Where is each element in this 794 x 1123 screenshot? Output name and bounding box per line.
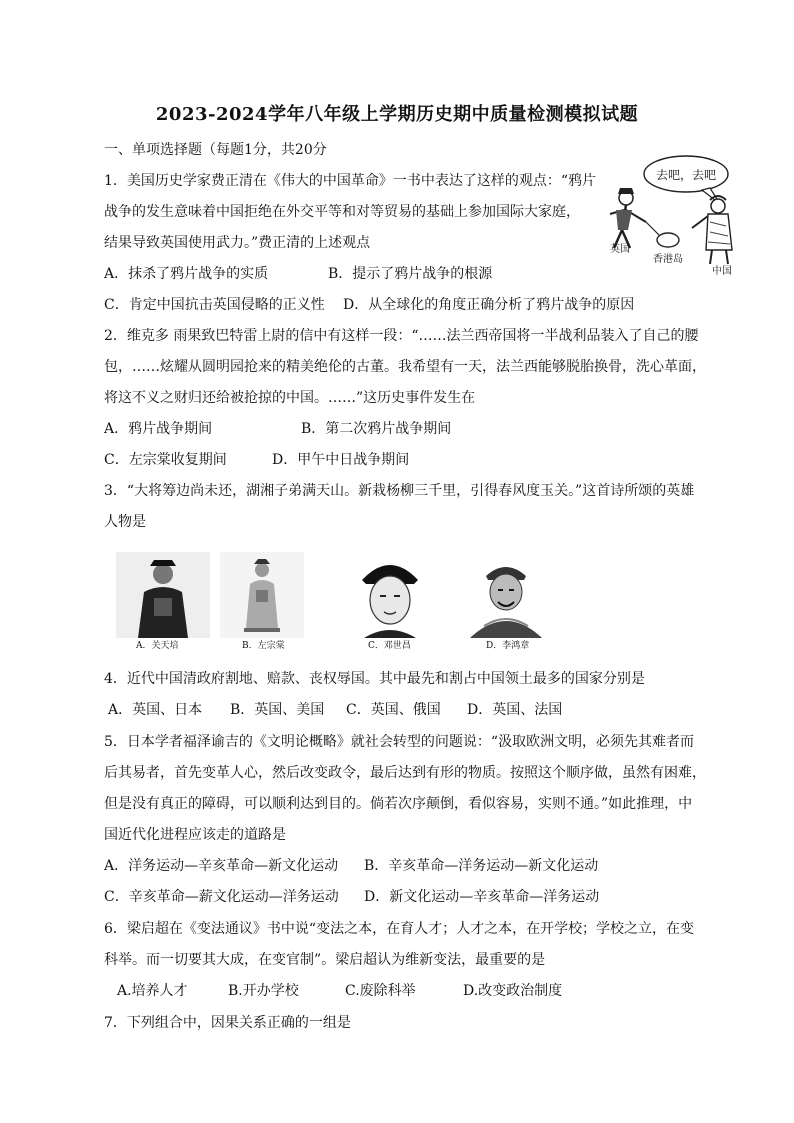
- q1-line-2: 战争的发生意味着中国拒绝在外交平等和对等贸易的基础上参加国际大家庭，: [104, 204, 580, 220]
- q7-line: 7．下列组合中，因果关系正确的一组是: [104, 1015, 351, 1031]
- q2-line-3: 将这不义之财归还给被抢掠的中国。……”这历史事件发生在: [104, 390, 476, 406]
- q6-line-1: 6．梁启超在《变法通议》书中说“变法之本，在育人才；人才之本，在开学校；学校之立，在变: [104, 921, 695, 937]
- q2-option-a[interactable]: A．鸦片战争期间: [104, 421, 213, 437]
- q5-option-a[interactable]: A．洋务运动—辛亥革命—新文化运动: [104, 858, 339, 874]
- caption-b: B．左宗棠: [242, 641, 285, 651]
- caption-c: C．邓世昌: [368, 641, 411, 651]
- q1-option-a[interactable]: A．抹杀了鸦片战争的实质: [104, 266, 269, 282]
- q3-line-2: 人物是: [104, 514, 146, 530]
- cartoon-label-britain: 英国: [610, 244, 630, 255]
- q2-option-b[interactable]: B．第二次鸦片战争期间: [301, 421, 452, 437]
- q1-option-c[interactable]: C．肯定中国抗击英国侵略的正义性: [104, 297, 325, 313]
- cartoon-label-china: 中国: [712, 266, 732, 277]
- cartoon-speech-text: 去吧，去吧: [655, 168, 717, 182]
- q5-option-d[interactable]: D．新文化运动—辛亥革命—洋务运动: [364, 889, 600, 905]
- q2-option-d[interactable]: D．甲午中日战争期间: [272, 452, 410, 468]
- q4-option-b[interactable]: B．英国、美国: [230, 702, 325, 718]
- q4-option-d[interactable]: D．英国、法国: [467, 702, 563, 718]
- portrait-a-image[interactable]: [116, 552, 210, 652]
- q1-line-1: 1．美国历史学家费正清在《伟大的中国革命》一书中表达了这样的观点：“鸦片: [104, 173, 597, 189]
- q1-line-3: 结果导致英国使用武力。”费正清的上述观点: [104, 235, 371, 251]
- caption-d: D．李鸿章: [486, 641, 530, 651]
- q5-line-4: 国近代化进程应该走的道路是: [104, 827, 286, 843]
- q4-option-a[interactable]: A．英国、日本: [108, 702, 203, 718]
- q5-line-3: 但是没有真正的障碍，可以顺利达到目的。倘若次序颠倒，看似容易，实则不通。”如此推理，中: [104, 796, 693, 812]
- q4-option-c[interactable]: C．英国、俄国: [346, 702, 441, 718]
- q2-line-2: 包，……炫耀从圆明园抢来的精美绝伦的古董。我希望有一天，法兰西能够脱胎换骨，洗心革面，: [104, 359, 706, 375]
- q3-line-1: 3．“大将筹边尚未还，湖湘子弟满天山。新栽杨柳三千里，引得春风度玉关。”这首诗所颂的英雄: [104, 483, 695, 499]
- q5-line-1: 5．日本学者福泽谕吉的《文明论概略》就社会转型的问题说：“汲取欧洲文明，必须先其难者而: [104, 734, 695, 750]
- q2-option-c[interactable]: C．左宗棠收复期间: [104, 452, 227, 468]
- q2-line-1: 2．维克多 雨果致巴特雷上尉的信中有这样一段：“……法兰西帝国将一半战利品装入了自己的腰: [104, 328, 699, 344]
- q6-line-2: 科举。而一切要其大成，在变官制”。梁启超认为维新变法，最重要的是: [104, 952, 546, 968]
- portrait-c-image[interactable]: [348, 552, 442, 652]
- q6-option-a[interactable]: A.培养人才: [117, 983, 188, 999]
- section-heading: 一、单项选择题（每题1分，共20分: [104, 142, 327, 158]
- portrait-d-image[interactable]: [464, 552, 558, 652]
- caption-a: A．关天培: [136, 641, 179, 651]
- q1-option-b[interactable]: B．提示了鸦片战争的根源: [328, 266, 493, 282]
- q5-option-b[interactable]: B．辛亥革命—洋务运动—新文化运动: [364, 858, 599, 874]
- q1-cartoon-illustration: [598, 150, 746, 278]
- q5-option-c[interactable]: C．辛亥革命—薪文化运动—洋务运动: [104, 889, 339, 905]
- q4-line: 4．近代中国清政府割地、赔款、丧权辱国。其中最先和割占中国领土最多的国家分别是: [104, 671, 645, 687]
- page-title: 2023-2024学年八年级上学期历史期中质量检测模拟试题: [155, 104, 639, 125]
- cartoon-label-hk: 香港岛: [653, 254, 683, 265]
- q6-option-c[interactable]: C.废除科举: [345, 983, 416, 999]
- q6-option-b[interactable]: B.开办学校: [228, 983, 299, 999]
- q6-option-d[interactable]: D.改变政治制度: [463, 983, 563, 999]
- q5-line-2: 后其易者，首先变革人心，然后改变政令，最后达到有形的物质。按照这个顺序做，虽然有困难，: [104, 765, 706, 781]
- portrait-b-image[interactable]: [220, 552, 314, 652]
- q1-option-d[interactable]: D．从全球化的角度正确分析了鸦片战争的原因: [343, 297, 635, 313]
